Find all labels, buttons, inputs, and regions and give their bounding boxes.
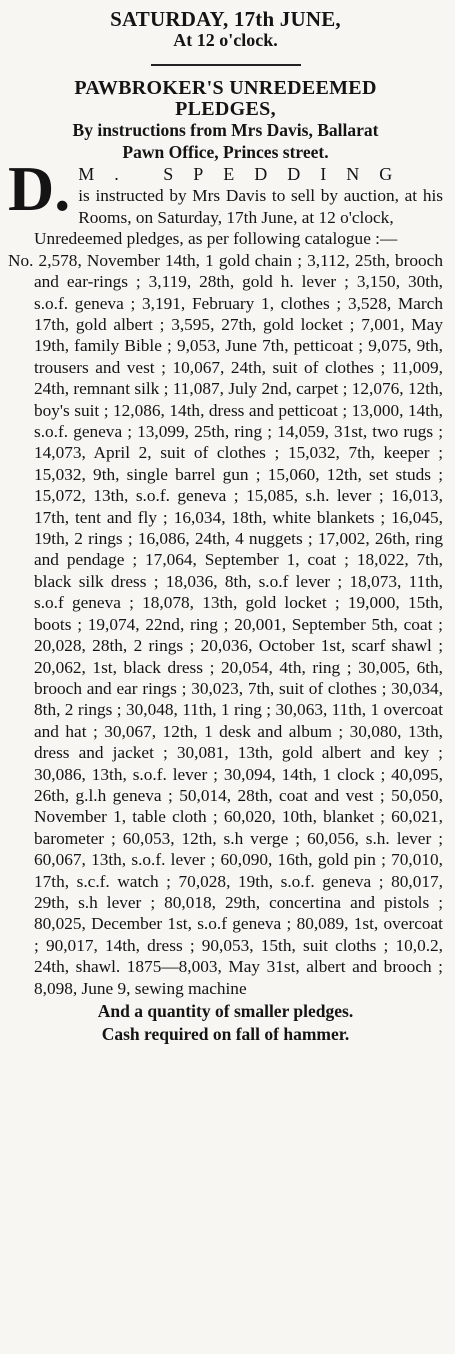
notice-title-line2: PLEDGES, [175, 98, 276, 120]
auctioneer-name: M. SPEDDING [78, 164, 413, 184]
notice-title: PAWBROKER'S UNREDEEMED [74, 77, 377, 99]
auction-time: At 12 o'clock. [173, 30, 278, 50]
drop-cap: D. [8, 153, 71, 224]
catalogue-list: No. 2,578, November 14th, 1 gold chain ; 3,112, 25th, brooch and ear-rings ; 3,119, 28th, gold h. lever ; 3,150, 30th, s.o.f. geneva ; 3,191, February 1, clothes ; 3,528, March 17th, gold albert ; 3,595, 27th, gold locket ; 7,001, May 19th, family Bible ; 9,053, June 7th, petticoat ; 9,075, 9th, trousers and vest ; 10,067, 24th, suit of clothes ; 11,009, 24th, remnant silk ; 11,087, July 2nd, carpet ; 12,076, 12th, boy's suit ; 12,086, 14th, dress and petticoat ; 13,000, 14th, s.o.f. geneva ; 13,099, 25th, ring ; 14,059, 31st, two rugs ; 14,073, April 2, suit of clothes ; 15,032, 7th, keeper ; 15,032, 9th, single barrel gun ; 15,060, 12th, set studs ; 15,072, 13th, s.o.f. geneva ; 15,085, s.h. lever ; 16,013, 17th, tent and fly ; 16,034, 18th, white blankets ; 16,045, 19th, 2 rings ; 16,086, 24th, 4 nuggets ; 17,002, 26th, ring and pendage ; 17,064, September 1, coat ; 18,022, 7th, black silk dress ; 18,036, 8th, s.o.f lever ; 18,073, 11th, s.o.f geneva ; 18,078, 13th, gold locket ; 19,000, 15th, boots ; 19,074, 22nd, ring ; 20,001, September 5th, coat ; 20,028, 28th, 2 rings ; 20,036, October 1st, scarf shawl ; 20,062, 1st, black dress ; 20,054, 4th, ring ; 30,005, 6th, brooch and ear rings ; 30,023, 7th, suit of clothes ; 30,034, 8th, 2 rings ; 30,048, 11th, 1 ring ; 30,063, 11th, 1 overcoat and hat ; 30,067, 12th, 1 desk and album ; 30,080, 13th, dress and jacket ; 30,081, 13th, gold albert and key ; 30,086, 13th, s.o.f. lever ; 30,094, 14th, 1 clock ; 40,095, 26th, g.l.h geneva ; 50,014, 28th, coat and vest ; 50,050, November 1, table cloth ; 60,020, 10th, blanket ; 60,021, barometer ; 60,053, 12th, s.h verge ; 60,056, s.h. lever ; 60,067, 13th, s.o.f. lever ; 60,090, 16th, gold pin ; 70,010, 17th, s.c.f. watch ; 70,028, 19th, s.o.f. geneva ; 80,017, 29th, s.h lever ; 80,018, 29th, concertina and pistols ; 80,025, December 1st, s.o.f geneva ; 80,089, 1st, overcoat ; 90,017, 14th, dress ; 90,053, 15th, suit cloths ; 10,0.2, 24th, shawl. 1875—8,003, May 31st, albert and brooch ; 8,098, June 9, sewing machine [8, 250, 443, 998]
closing-line-1: And a quantity of smaller pledges. [97, 1001, 354, 1021]
intro-line: Unredeemed pledges, as per following catalogue :— [34, 229, 398, 249]
lead-text: is instructed by Mrs Davis to sell by auction, at his Rooms, on Saturday, 17th June, at 12 o'clock, [78, 186, 443, 227]
instructions-line1: By instructions from Mrs Davis, Ballarat [72, 120, 379, 140]
auction-date: SATURDAY, 17th JUNE, [110, 7, 341, 31]
closing-line-2: Cash required on fall of hammer. [101, 1024, 350, 1044]
instructions-line2: Pawn Office, Princes street. [122, 142, 329, 162]
divider-rule [151, 64, 301, 66]
lead-paragraph [8, 153, 443, 228]
